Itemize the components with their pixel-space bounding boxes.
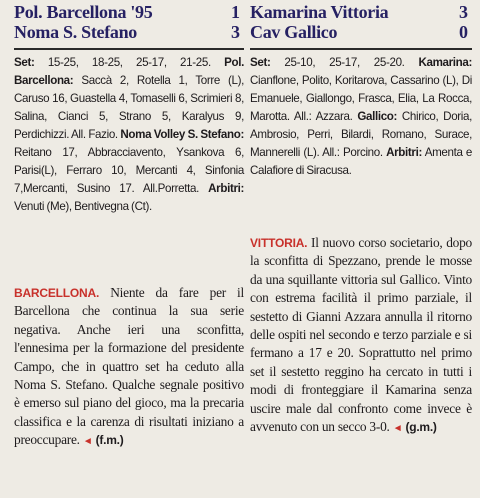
team1-players: Saccà 2, Rotella 1, Torre (L), Caruso 16, Guastella 4, Tomaselli 6, Scrimieri 8, Salina, Cianci 5, Strano 5, Karalyus 9, Perdichizzi. All. Fazio. bbox=[14, 74, 245, 141]
score-row-away bbox=[14, 22, 244, 42]
article-body: Il nuovo corso societario, dopo la sconfitta di Spezzano, prende le mosse da una squillante vittoria sul Gallico. Vinto con estrema facilità il primo parziale, il sestetto di Gianni Azzara annulla il ritorno delle ospiti nel secondo e terzo parziale e si fermano a 17 e 20. Soprattutto nel primo set il sestetto reggino ha cercato in tutti i modi di fronteggiare il Kamarina senza uscire male dal confronto come invece è avvenuto con un secco 3-0. bbox=[250, 235, 472, 435]
team2-label: Gallico: bbox=[357, 110, 398, 123]
team1-label: Kamarina: bbox=[418, 56, 473, 69]
team-name: Kamarina Vittoria bbox=[250, 2, 389, 22]
divider-rule bbox=[250, 48, 472, 50]
set-label: Set: bbox=[14, 56, 35, 69]
score-row-away bbox=[250, 22, 472, 42]
team2-players: Chirico, Doria, Ambrosio, Perri, Bilardi, Romano, Surace, Mannerelli (L). All.: Porcino. bbox=[250, 110, 472, 159]
article-signature: (g.m.) bbox=[405, 420, 437, 435]
team1-label: Pol. Barcellona: bbox=[14, 56, 245, 87]
team1-players: Cianflone, Polito, Koritarova, Cassarino (L), Di Emanuele, Giallongo, Frasca, Elia, La Rocca, Marotta. All.: Azzara. bbox=[250, 74, 472, 123]
end-mark-icon: ◄ bbox=[392, 423, 403, 435]
team-name: Pol. Barcellona '95 bbox=[14, 2, 153, 22]
right-article bbox=[250, 234, 472, 438]
right-scoreboard bbox=[250, 2, 472, 180]
left-scoreboard bbox=[14, 2, 244, 216]
referees-label: Arbitri: bbox=[386, 146, 422, 159]
match-tabellino bbox=[14, 54, 244, 216]
referees-label: Arbitri: bbox=[208, 182, 244, 195]
team-score: 1 bbox=[231, 2, 240, 22]
set-scores: 15-25, 18-25, 25-17, 21-25. bbox=[47, 56, 211, 69]
set-label: Set: bbox=[250, 56, 271, 69]
end-mark-icon: ◄ bbox=[82, 436, 93, 448]
score-row-home bbox=[250, 2, 472, 22]
right-column bbox=[250, 0, 472, 498]
team2-players: Reitano 17, Abbracciavento, Ysankova 6, Parisi(L), Ferraro 10, Mercanti 4, Sinfonia 7,Mercanti, Susino 17. All.Porretta. bbox=[14, 146, 244, 195]
team-score: 0 bbox=[459, 22, 468, 42]
team-name: Noma S. Stefano bbox=[14, 22, 138, 42]
divider-rule bbox=[14, 48, 244, 50]
team-score: 3 bbox=[231, 22, 240, 42]
article-kicker: VITTORIA. bbox=[250, 236, 308, 250]
referees: Amenta e Calafiore di Siracusa. bbox=[250, 146, 473, 177]
team-score: 3 bbox=[459, 2, 468, 22]
article-body: Niente da fare per il Barcellona che continua la sua serie negativa. Anche ieri una sconfitta, l'ennesima per la formazione del presidente Campo, che in quattro set ha ceduto alla Noma S. Stefano. Qualche segnale positivo è emerso sul piano del gioco, ma la precaria classifica e la carenza di risultati iniziano a preoccupare. bbox=[14, 285, 244, 448]
left-column bbox=[14, 0, 244, 498]
article-kicker: BARCELLONA. bbox=[14, 286, 100, 300]
referees: Venuti (Me), Bentivegna (Ct). bbox=[14, 200, 152, 213]
set-scores: 25-10, 25-17, 25-20. bbox=[284, 56, 405, 69]
article-signature: (f.m.) bbox=[95, 433, 124, 448]
left-article bbox=[14, 284, 244, 452]
team2-label: Noma Volley S. Stefano: bbox=[120, 128, 244, 141]
score-row-home bbox=[14, 2, 244, 22]
team-name: Cav Gallico bbox=[250, 22, 338, 42]
match-tabellino bbox=[250, 54, 472, 180]
